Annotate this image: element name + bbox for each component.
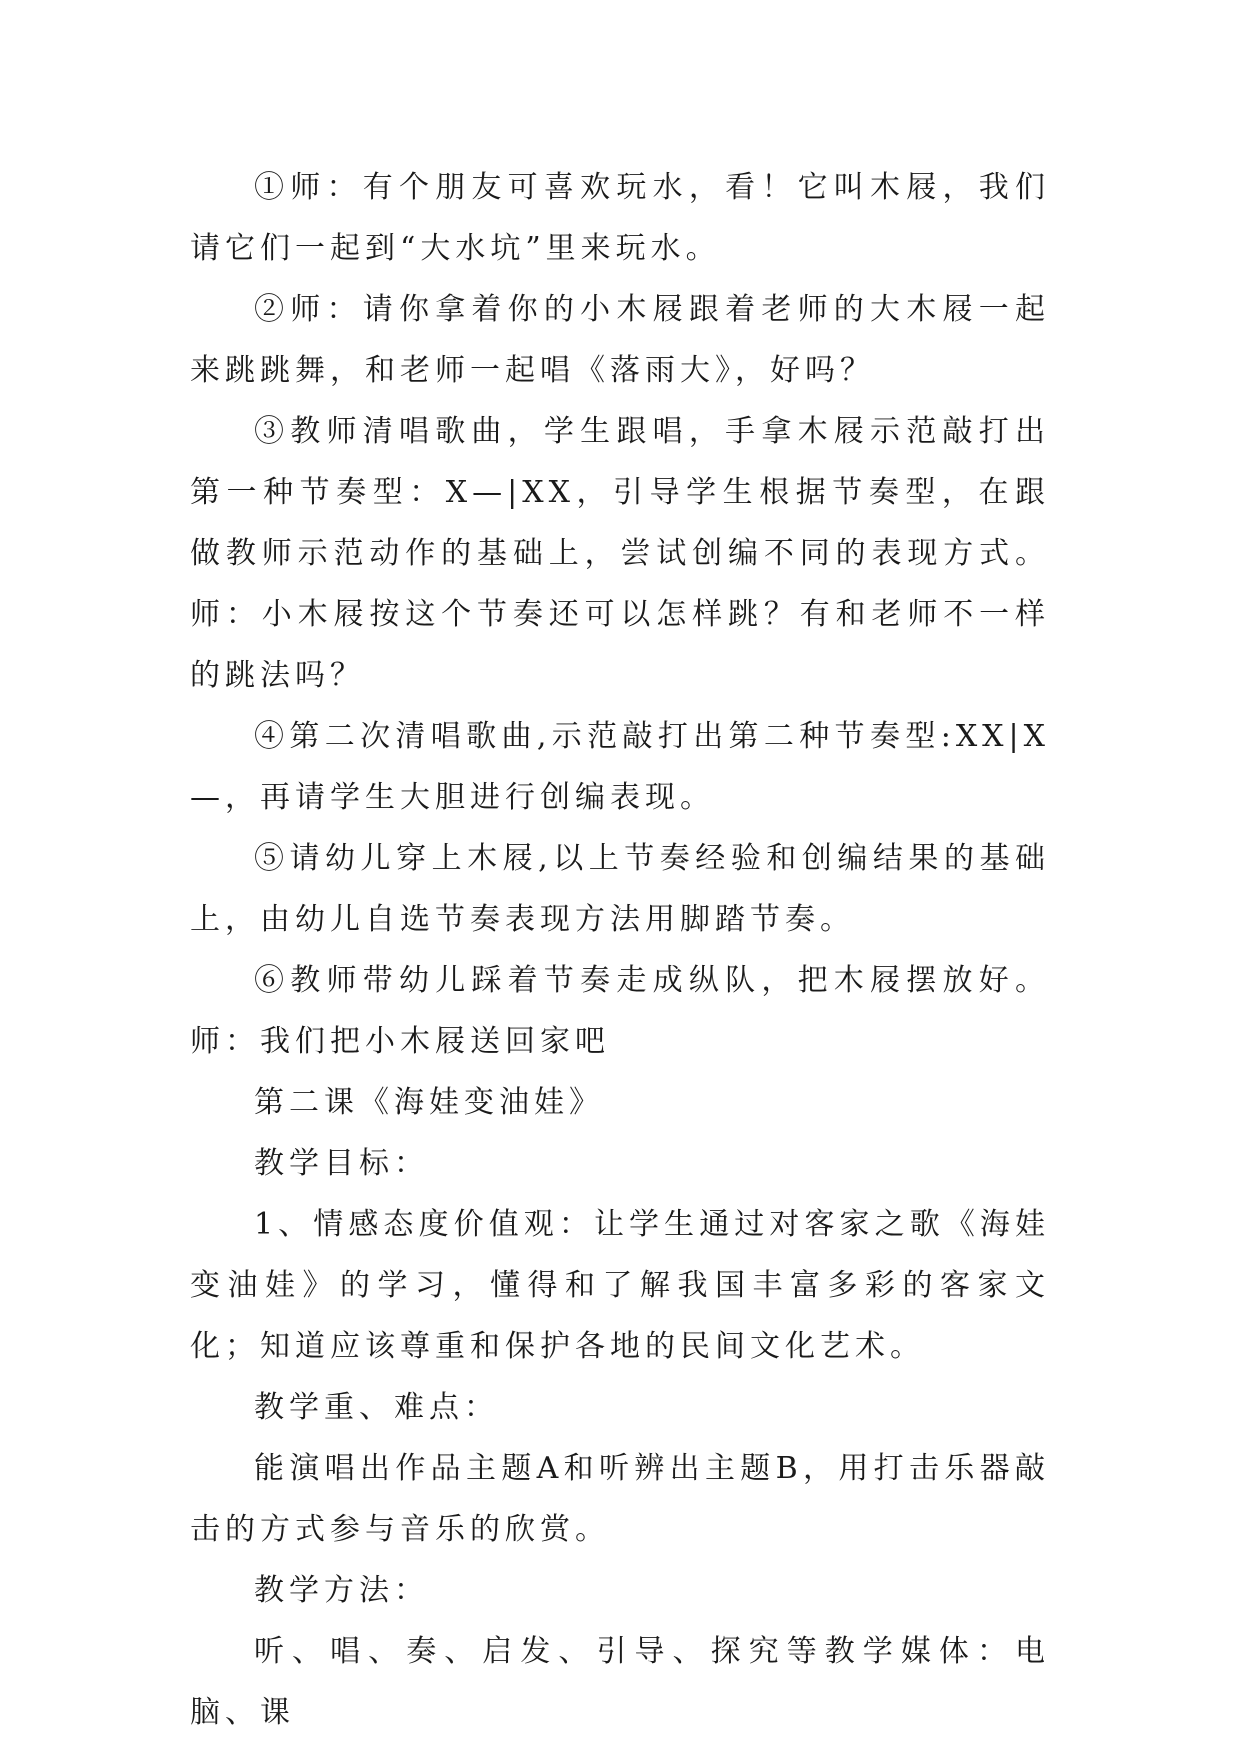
paragraph-1: ①师：有个朋友可喜欢玩水，看！它叫木屐，我们请它们一起到“大水坑”里来玩水。 xyxy=(190,170,1050,266)
paragraph-2: ②师：请你拿着你的小木屐跟着老师的大木屐一起来跳跳舞，和老师一起唱《落雨大》，好吗？ xyxy=(190,292,1050,388)
section-heading-objectives: 教学目标： xyxy=(254,1146,429,1181)
key-points-text: 能演唱出作品主题A和听辨出主题B，用打击乐器敲击的方式参与音乐的欣赏。 xyxy=(190,1451,1050,1547)
paragraph-3: ③教师清唱歌曲，学生跟唱，手拿木屐示范敲打出第一种节奏型：X—|XX，引导学生根据节奏型，在跟做教师示范动作的基础上，尝试创编不同的表现方式。师：小木屐按这个节奏还可以怎样跳？有和老师不一样的跳法吗？ xyxy=(190,414,1050,693)
section-heading-key-points: 教学重、难点： xyxy=(254,1390,499,1425)
paragraph-5: ⑤请幼儿穿上木屐,以上节奏经验和创编结果的基础上，由幼儿自选节奏表现方法用脚踏节奏。 xyxy=(190,841,1050,937)
document-body xyxy=(190,157,1050,1743)
paragraph-6: ⑥教师带幼儿踩着节奏走成纵队，把木屐摆放好。师：我们把小木屐送回家吧 xyxy=(190,963,1050,1059)
section-heading-methods: 教学方法： xyxy=(254,1573,429,1608)
objective-item-1: 1、情感态度价值观：让学生通过对客家之歌《海娃变油娃》的学习，懂得和了解我国丰富多彩的客家文化；知道应该尊重和保护各地的民间文化艺术。 xyxy=(190,1207,1050,1364)
lesson-title: 第二课《海娃变油娃》 xyxy=(254,1085,604,1120)
paragraph-4: ④第二次清唱歌曲,示范敲打出第二种节奏型:XX|X—，再请学生大胆进行创编表现。 xyxy=(190,719,1050,815)
methods-text: 听、唱、奏、启发、引导、探究等教学媒体：电脑、课 xyxy=(190,1634,1050,1730)
